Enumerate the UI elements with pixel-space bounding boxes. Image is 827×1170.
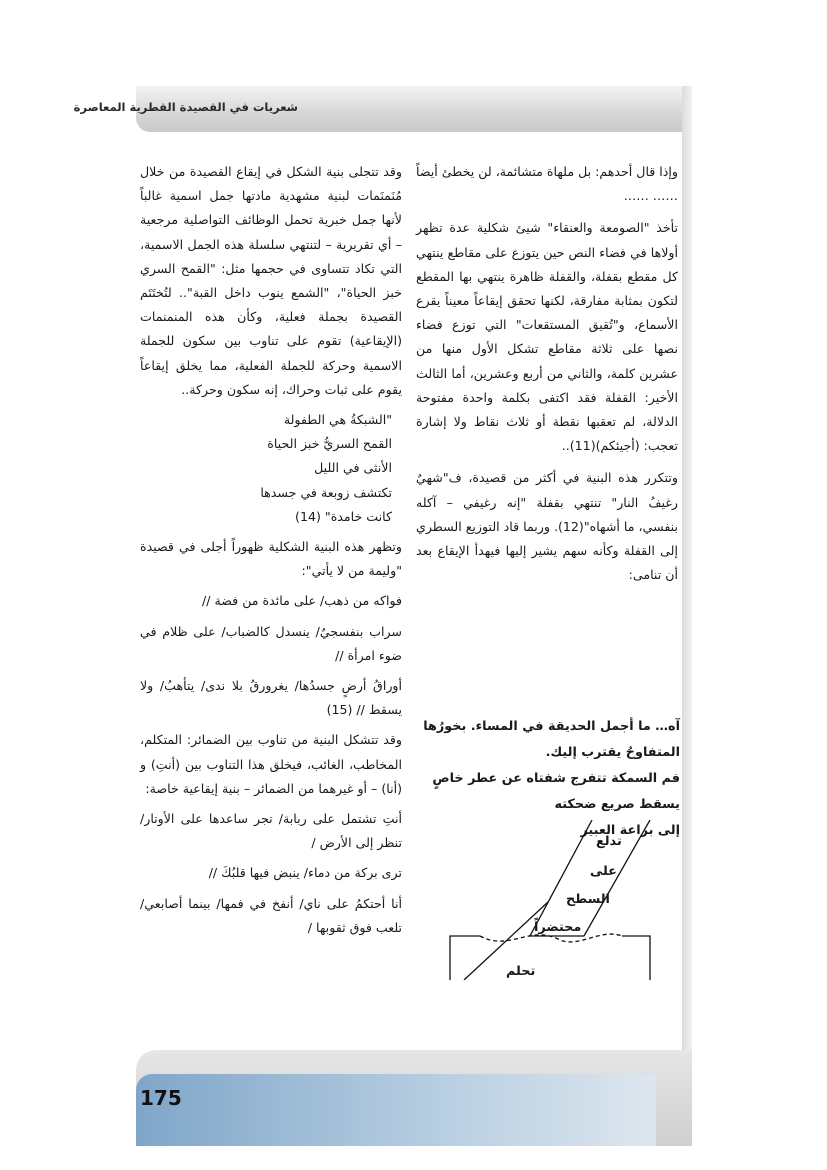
poem-line: آه… ما أجمل الحديقة في المساء. بخورُها المتفاوحُ يقترب إليك. xyxy=(423,719,680,760)
diagram-word: السطح xyxy=(566,892,610,907)
right-column xyxy=(416,160,678,587)
ellipsis-separator: …… …… xyxy=(623,188,678,204)
verse-block: أنتِ تشتمل على ربابة/ تجر ساعدها على الأوتار/ تنظر إلى الأرض / xyxy=(140,811,402,851)
poem-line: يسقط صريع ضحكته xyxy=(554,797,680,812)
running-header-title: شعريات في القصيدة القطرية المعاصرة xyxy=(73,100,298,114)
page-side-border xyxy=(682,86,692,1146)
verse-block: أوراقُ أرضٍ جسدُها/ يغرورقُ بلا ندى/ يتأهبُ/ ولا يسقط // (15) xyxy=(140,678,402,718)
poem-line: إلى براعة العبير xyxy=(580,823,680,838)
poem-diagram xyxy=(420,820,682,980)
diagram-left-wall xyxy=(450,936,480,980)
verse-line: الأنثى في الليل xyxy=(314,460,392,476)
verse-line: كانت خامدة" (14) xyxy=(295,508,392,524)
diagram-right-wall xyxy=(622,936,650,980)
left-column xyxy=(140,160,402,946)
diagram-word: تحلم xyxy=(506,964,536,979)
paragraph: تأخذ "الصومعة والعنقاء" شيئ شكلية عدة تظهر أولاها في فضاء النص حين يتوزع على مقاطع ينتهي كل مقطع بقفلة، والقفلة ظاهرة ينتهي بها المقطع لتكون بمثابة مفارقة، لكنها تحقق إيقاعاً معيناً يقرع الأسماع، و"تُقيق المستقعات" التي توزع فضاء نصها على ثلاثة مقاطع تشكل الأول منها من عشرين كلمة، والثاني من أربع وعشرين، أما الثالث الأخير: القفلة فقد اكتفى بكلمة واحدة مفتوحة الدلالة، لم تعقبها نقطة أو ثلاث نقاط ولا إشارة تعجب: (أجيئكم)(11).. xyxy=(416,220,678,454)
diagram-lines xyxy=(420,820,682,980)
paragraph: وتتكرر هذه البنية في أكثر من قصيدة، ف"شهيٌ رغيفُ النار" تنتهي بقفلة "إنه رغيفي – آكله بنفسي، ما أشهاه"(12). وربما قاد التوزيع السطري إلى القفلة وكأنه سهم يشير إليها فيهدأ الإيقاع بعد أن تنامى: xyxy=(416,470,678,583)
paragraph: وتظهر هذه البنية الشكلية ظهوراً أجلى في قصيدة "وليمة من لا يأتي": xyxy=(140,539,402,579)
diagram-word: تدلع xyxy=(596,834,622,849)
verse-line: "الشبكةُ هي الطفولة xyxy=(283,412,392,428)
verse-block: سراب بنفسجيٌ/ ينسدل كالضباب/ على ظلام في ضوء امرأة // xyxy=(140,623,402,663)
paragraph: وإذا قال أحدهم: بل ملهاة متشائمة، لن يخطئ أيضاً xyxy=(416,164,678,179)
paragraph: وقد تتشكل البنية من تناوب بين الضمائر: المتكلم، المخاطب، الغائب، فيخلق هذا التناوب بين (أنتِ) و (أنا) – أو غيرهما من الضمائر – بنية إيقاعية خاصة: xyxy=(140,732,402,796)
paragraph: وقد تتجلى بنية الشكل في إيقاع القصيدة من خلال مُنَمنَمات لبنية مشهدية مادتها جمل اسمية غالباً لأنها جمل خبرية تحمل الوظائف التواصلية مرجعية – أي تقريرية – لتنتهي سلسلة هذه الجمل الاسمية، التي تكاد تتساوى في حجمها مثل: "القمح السري خبز الحياة"، "الشمع ينوب داخل القبة".. لتُختَتَم القصيدة بجملة فعلية، وكأن هذه المنمنمات (الإيقاعية) تقوم على تناوب بين سكون للجملة الاسمية وحركة للجملة الفعلية، مما يخلق إيقاعاً يقوم على ثبات وحراك، إنه سكون وحركة.. xyxy=(140,164,402,397)
poem-line: فم السمكة تتفرج شفتاه عن عطر خاصٍ xyxy=(432,771,680,786)
verse-block: أنا أحتكمُ على ناي/ أنفخ في فمها/ بينما أصابعي/ تلعب فوق ثقوبها / xyxy=(140,895,402,935)
diagram-word: على xyxy=(590,864,617,879)
diagram-word: محتضراً xyxy=(534,920,582,935)
diagram-wave xyxy=(480,934,622,942)
verse-block: ترى بركة من دماء/ ينبض فيها قلبُكَ // xyxy=(208,865,402,881)
footer-accent xyxy=(136,1074,656,1146)
verse-block: فواكه من ذهب/ على مائدة من فضة // xyxy=(202,593,402,609)
page-number: 175 xyxy=(140,1086,182,1110)
verse-line: القمح السريُّ خبز الحياة xyxy=(267,436,392,452)
verse-line: تكتشف زوبعة في جسدها xyxy=(260,484,392,500)
